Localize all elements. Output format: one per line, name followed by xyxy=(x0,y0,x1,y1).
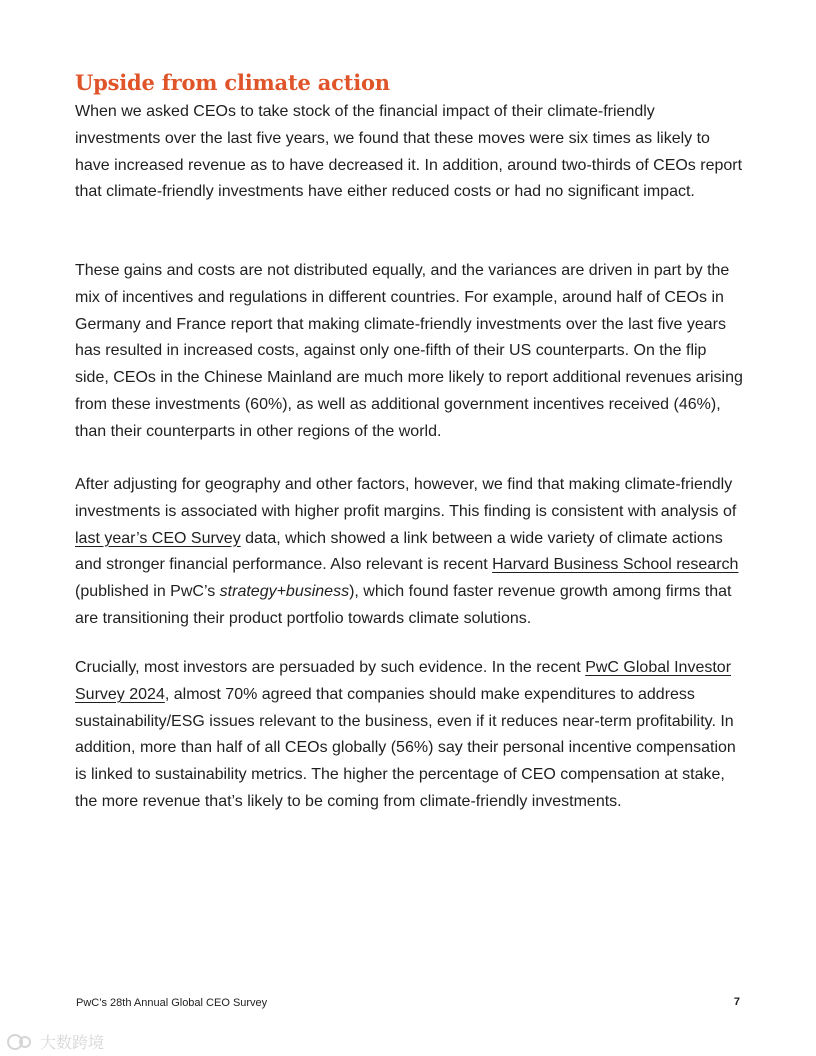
harvard-research-link[interactable]: Harvard Business School research xyxy=(492,556,739,574)
investor-survey-link[interactable]: PwC Global Investor Survey 2024 xyxy=(75,659,732,703)
paragraph-3-text-d: ), which found faster revenue growth among firms that are transitioning their product portfolio towards climate solutions. xyxy=(75,583,732,627)
paragraph-3-text-a: After adjusting for geography and other factors, however, we find that making climate-friendly investments is associated with higher profit margins. This finding is consistent with analysis of xyxy=(75,476,737,520)
paragraph-3-text-b: data, which showed a link between a wide variety of climate actions and stronger financial performance. Also relevant is recent xyxy=(75,529,723,574)
paragraph-4 xyxy=(75,655,743,816)
paragraph-2: These gains and costs are not distributed equally, and the variances are driven in part by the mix of incentives and regulations in different countries. For example, around half of CEOs in Germany and France report that making climate-friendly investments over the last five years has resulted in increased costs, against only one-fifth of their US counterparts. On the flip side, CEOs in the Chinese Mainland are much more likely to report additional revenues arising from these investments (60%), as well as additional government incentives received (46%), than their counterparts in other regions of the world. xyxy=(75,262,743,440)
paragraph-3-text-c: (published in PwC’s xyxy=(75,583,220,601)
paragraph-4-text-b: , almost 70% agreed that companies should make expenditures to address sustainability/ESG issues relevant to the business, even if it reduces near-term profitability. In addition, more than half of all CEOs globally (56%) say their personal incentive compensation is linked to sustainability metrics. The higher the percentage of CEO compensation at stake, the more revenue that’s likely to be coming from climate-friendly investments. xyxy=(75,685,736,810)
strategy-business-title: strategy+business xyxy=(219,583,350,601)
paragraph-1: When we asked CEOs to take stock of the financial impact of their climate-friendly investments over the last five years, we found that these moves were six times as likely to have increased revenue as to have decreased it. In addition, around two-thirds of CEOs report that climate-friendly investments have either reduced costs or had no significant impact. xyxy=(75,103,743,201)
watermark-text: 大数跨境 xyxy=(40,1033,105,1052)
watermark xyxy=(6,1030,104,1053)
ceo-survey-link[interactable]: last year’s CEO Survey xyxy=(75,529,241,547)
paragraph-4-text-a: Crucially, most investors are persuaded by such evidence. In the recent xyxy=(75,659,586,676)
footer-title: PwC’s 28th Annual Global CEO Survey xyxy=(76,997,268,1009)
page-number: 7 xyxy=(733,996,740,1008)
section-heading: Upside from climate action xyxy=(75,70,390,95)
watermark-logo-icon xyxy=(6,1033,36,1051)
paragraph-3 xyxy=(75,472,743,633)
